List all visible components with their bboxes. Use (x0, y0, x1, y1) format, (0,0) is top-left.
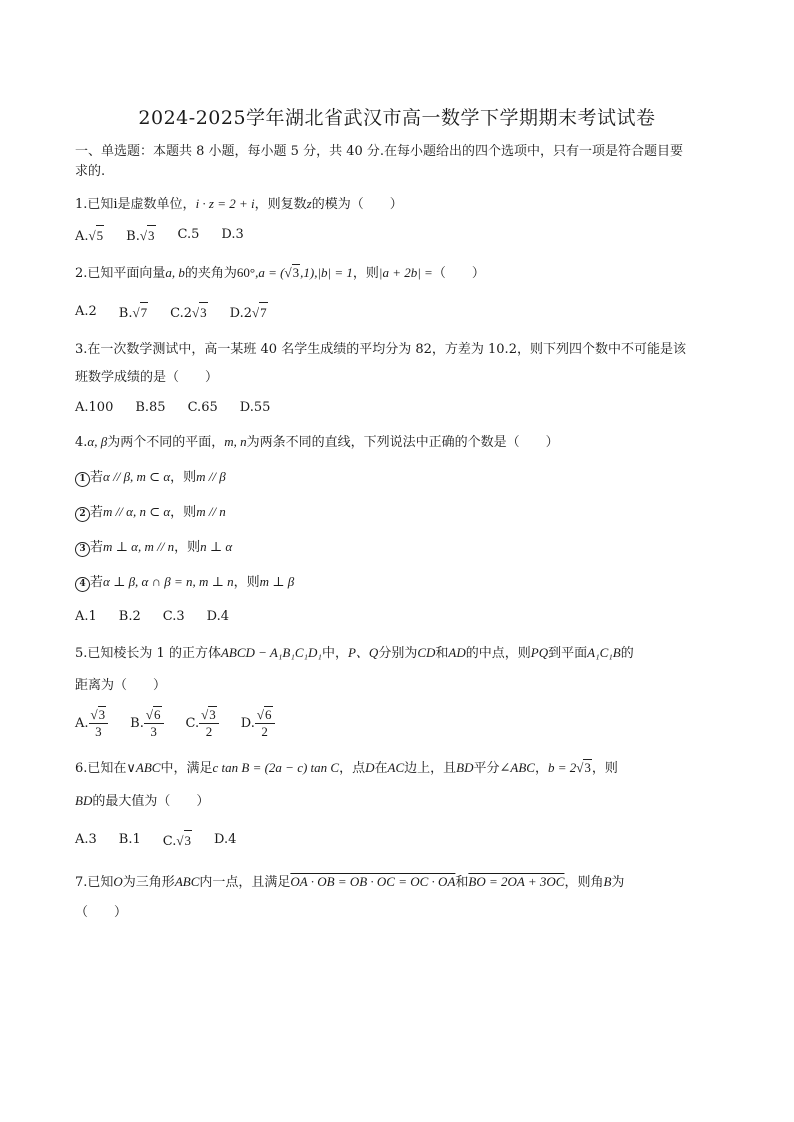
question-5-options (75, 706, 719, 740)
option-d: D.55 (239, 400, 271, 415)
option-d: D.4 (206, 609, 230, 624)
option-b: B.√7 (119, 302, 148, 324)
question-4 (75, 432, 719, 627)
question-3-stem-line-2: 班数学成绩的是（ ） (75, 370, 219, 385)
question-4-statement-4: 4 若α ⊥ β, α ∩ β = n, m ⊥ n，则m ⊥ β (75, 572, 719, 593)
question-2 (75, 263, 719, 324)
option-b: B.2 (118, 609, 141, 624)
section-heading-line-2: 求的. (75, 164, 106, 179)
question-1-stem: 1.已知i是虚数单位，i · z = 2 + i，则复数z的模为（ ） (75, 196, 403, 212)
option-b: B.√3 (126, 225, 155, 247)
question-4-statement-3: 3 若m ⊥ α, m // n，则n ⊥ α (75, 537, 719, 558)
question-2-stem: 2.已知平面向量a, b的夹角为60°,a = (√3,1),|b| = 1，则|a + 2b| =（ ） (75, 265, 485, 281)
question-5 (75, 643, 719, 740)
option-a: A.√5 (75, 225, 104, 247)
option-c: C.5 (177, 227, 200, 242)
question-6-stem-line-2: BD的最大值为（ ） (75, 793, 210, 809)
option-a: A.1 (75, 609, 97, 624)
circled-number-1-icon: 1 (75, 472, 90, 487)
question-6-stem-line-1: 6.已知在∨ABC中，满足c tan B = (2a − c) tan C，点D在AC边上，且BD平分∠ABC，b = 2√3，则 (75, 760, 618, 776)
question-4-statement-2: 2 若m // α, n ⊂ α，则m // n (75, 502, 719, 523)
option-d: D.2√7 (230, 302, 268, 324)
circled-number-3-icon: 3 (75, 542, 90, 557)
option-d: D.3 (221, 227, 244, 242)
question-6-options (75, 830, 719, 852)
option-c: C. $\frac{√3}{2}$ (186, 706, 219, 740)
option-b: B.85 (135, 400, 166, 415)
question-4-options (75, 607, 719, 627)
question-7-stem-line-1: 7.已知O为三角形ABC内一点，且满足OA · OB = OB · OC = OC · OA和BO = 2OA + 3OC，则角B为 (75, 874, 625, 890)
option-a: A. $\frac{√3}{3}$ (75, 706, 108, 740)
question-6 (75, 758, 719, 852)
question-1 (75, 194, 719, 247)
option-c: C.65 (187, 400, 218, 415)
option-a: A.2 (75, 304, 97, 319)
option-c: C.3 (162, 609, 185, 624)
question-4-statement-1: 1 若α // β, m ⊂ α，则m // β (75, 467, 719, 488)
option-d: D. $\frac{√6}{2}$ (241, 706, 275, 740)
option-c: C.2√3 (170, 302, 208, 324)
option-d: D.4 (214, 832, 237, 847)
circled-number-2-icon: 2 (75, 507, 90, 522)
question-3-options (75, 398, 719, 418)
question-5-stem-line-1: 5.已知棱长为 1 的正方体ABCD − A₁B₁C₁D₁中，P、Q分别为CD和AD的中点，则PQ到平面A₁C₁B的 (75, 645, 634, 661)
option-b: B. $\frac{√6}{3}$ (130, 706, 163, 740)
question-7 (75, 872, 719, 923)
question-3 (75, 340, 719, 418)
option-c: C.√3 (163, 830, 192, 852)
question-5-stem-line-2: 距离为（ ） (75, 678, 167, 693)
option-b: B.1 (118, 832, 141, 847)
question-3-stem-line-1: 3.在一次数学测试中，高一某班 40 名学生成绩的平均分为 82，方差为 10.2，则下列四个数中不可能是该 (75, 342, 686, 357)
section-heading-line-1: 一、单选题：本题共 8 小题，每小题 5 分，共 40 分.在每小题给出的四个选项中，只有一项是符合题目要 (75, 144, 684, 159)
question-2-options (75, 302, 719, 324)
option-a: A.100 (75, 400, 114, 415)
circled-number-4-icon: 4 (75, 577, 90, 592)
question-4-stem: 4.α, β为两个不同的平面，m, n为两条不同的直线，下列说法中正确的个数是（ ） (75, 434, 559, 450)
question-7-stem-line-2: （ ） (75, 905, 128, 920)
question-1-options (75, 225, 719, 247)
option-a: A.3 (75, 832, 97, 847)
exam-title: 2024-2025学年湖北省武汉市高一数学下学期期末考试试卷 (138, 107, 656, 129)
